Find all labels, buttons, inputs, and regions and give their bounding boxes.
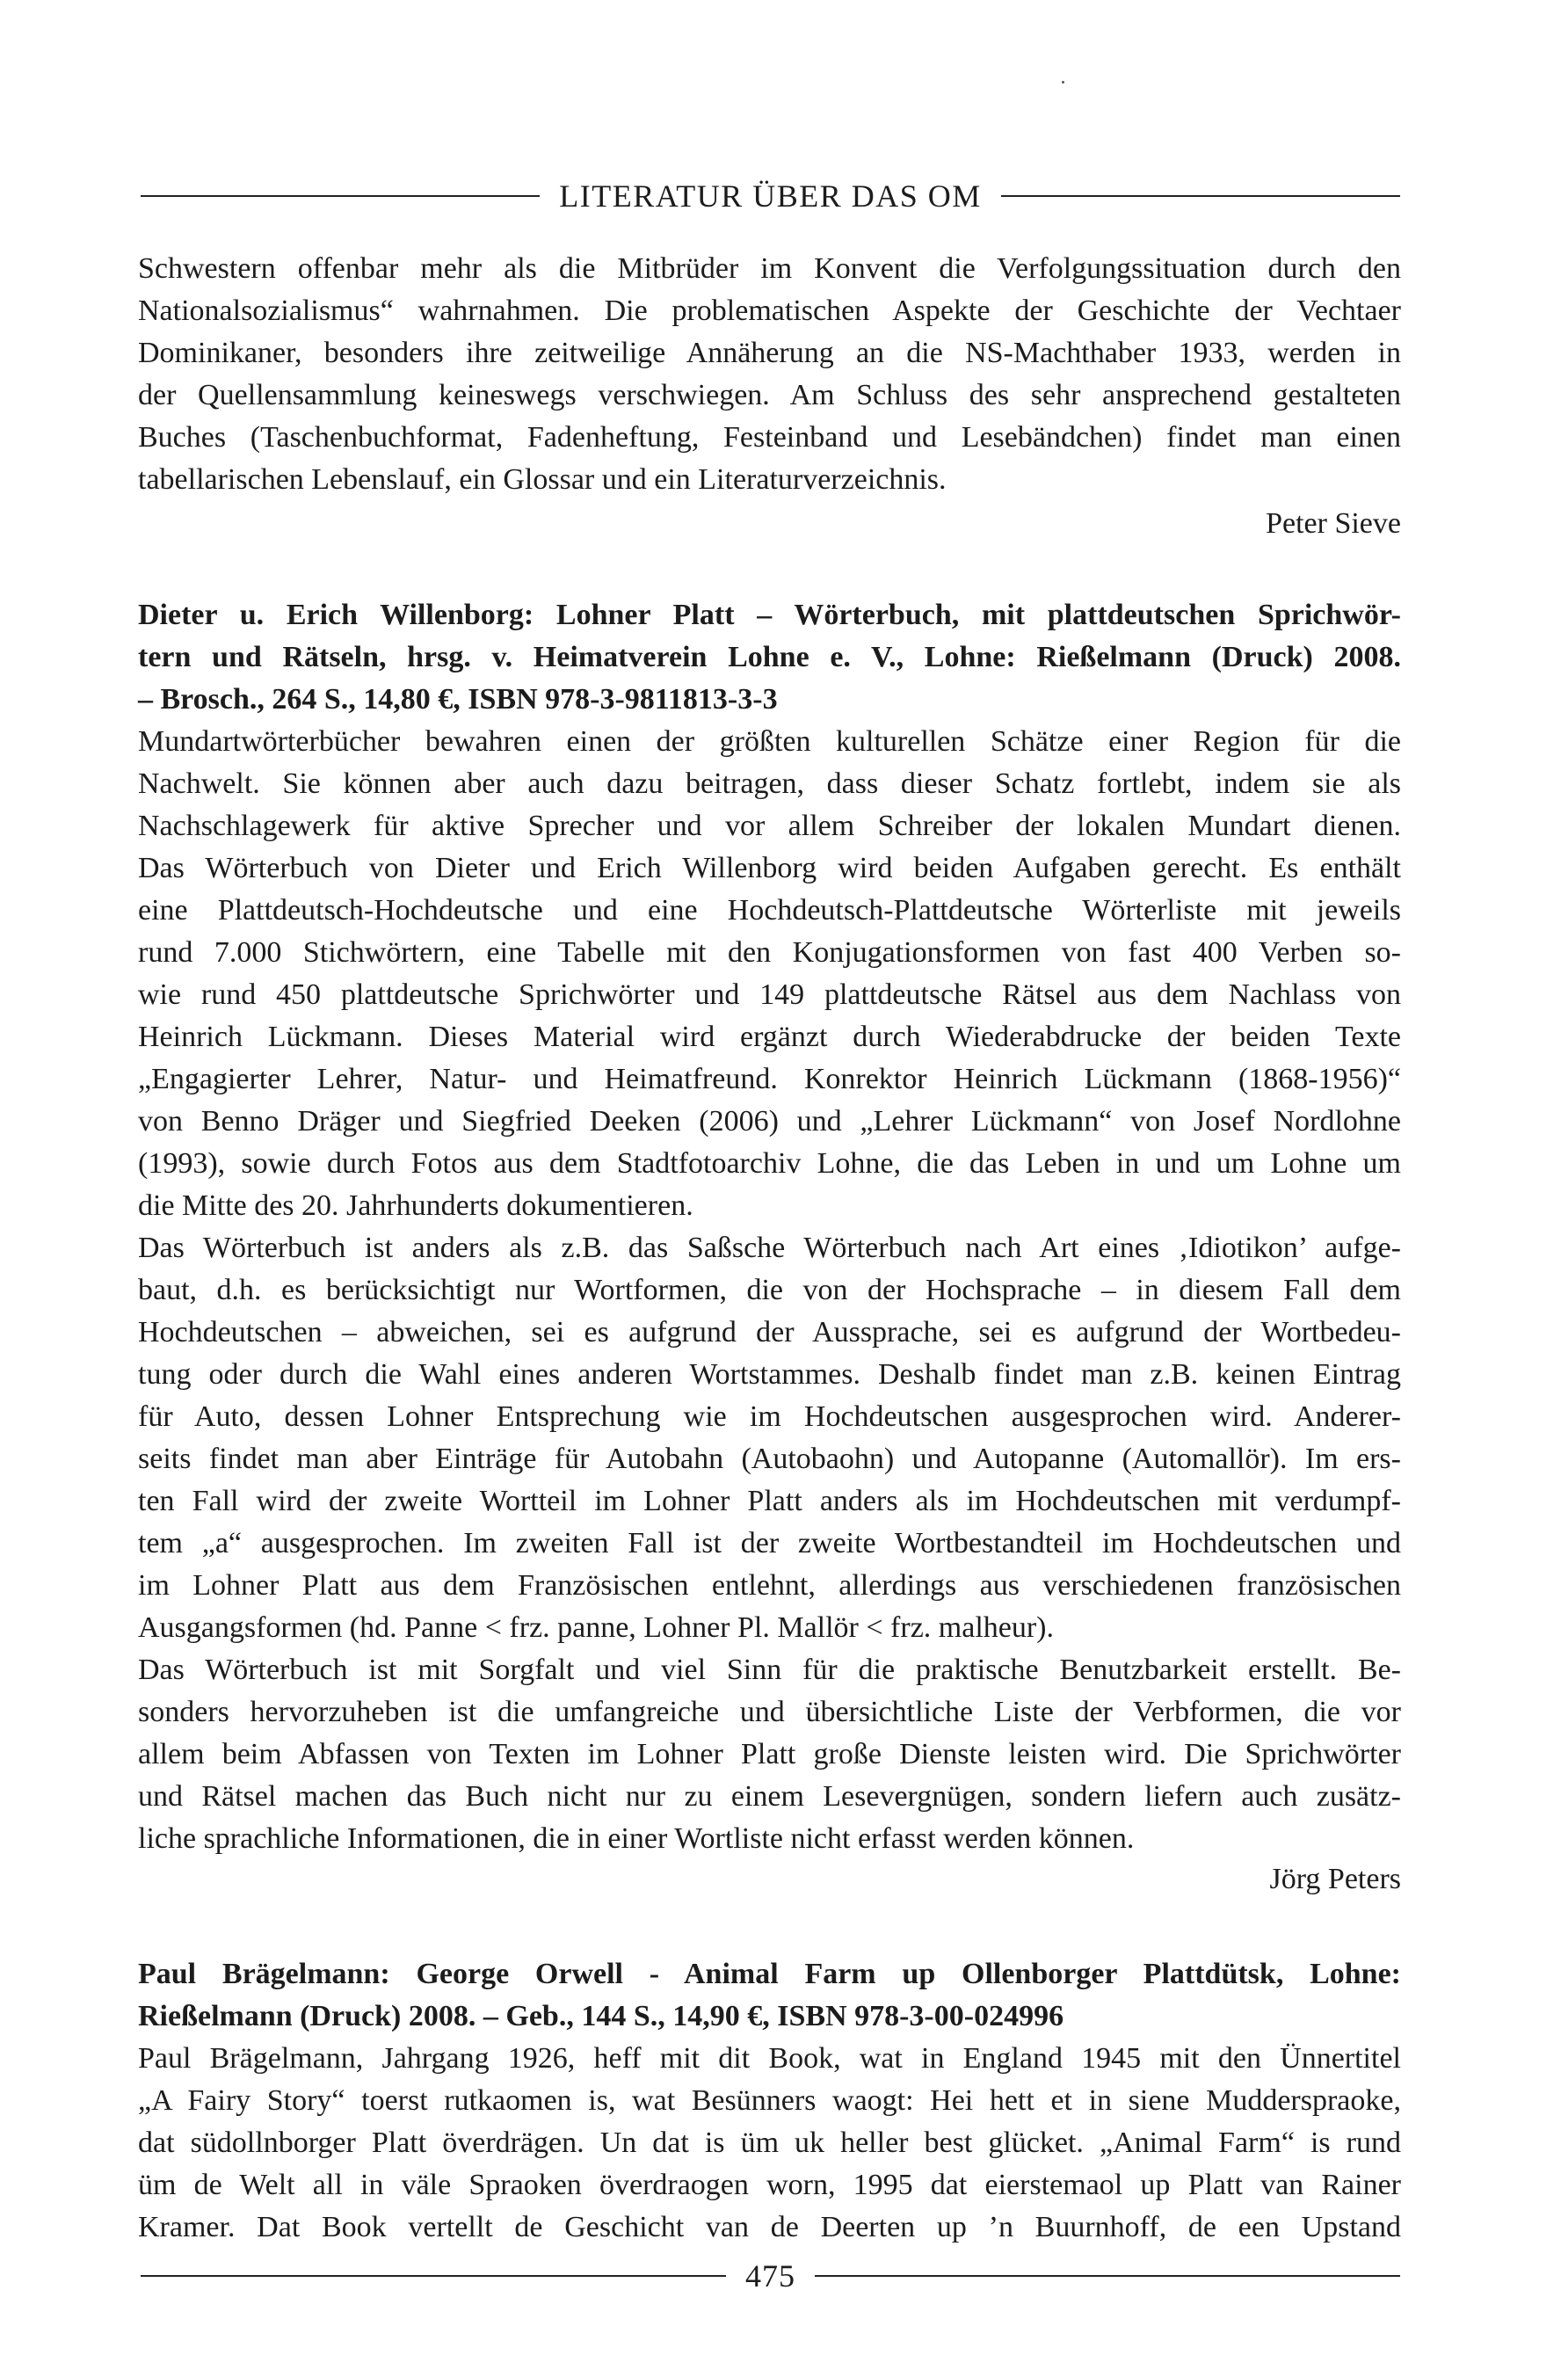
review-body-line: Nachschlagewerk für aktive Sprecher und vor allem Schreiber der lokalen Mundart dienen. xyxy=(138,810,1401,842)
review-body-line: Kramer. Dat Book vertellt de Geschicht van de Deerten up ’n Buurnhoff, de een Upstand xyxy=(138,2211,1401,2243)
review-body-line: Heinrich Lückmann. Dieses Material wird ergänzt durch Wiederabdrucke der beiden Texte xyxy=(138,1021,1401,1053)
review-body-line: ten Fall wird der zweite Wortteil im Lohner Platt anders als im Hochdeutschen mit verdumpf- xyxy=(138,1485,1401,1517)
review-body-line: Nachwelt. Sie können aber auch dazu beitragen, dass dieser Schatz fortlebt, indem sie als xyxy=(138,767,1401,800)
review-body-line: (1993), sowie durch Fotos aus dem Stadtfotoarchiv Lohne, die das Leben in und um Lohne um xyxy=(138,1147,1401,1180)
review-body-line: tem „a“ ausgesprochen. Im zweiten Fall ist der zweite Wortbestandteil im Hochdeutschen und xyxy=(138,1527,1401,1559)
review-body-line: von Benno Dräger und Siegfried Deeken (2006) und „Lehrer Lückmann“ von Josef Nordlohne xyxy=(138,1105,1401,1138)
review-body-line: seits findet man aber Einträge für Autobahn (Autobaohn) und Autopanne (Automallör). Im ers- xyxy=(138,1443,1401,1475)
review-body-line: Das Wörterbuch ist anders als z.B. das Saßsche Wörterbuch nach Art eines ‚Idiotikon’ aufge- xyxy=(138,1232,1401,1264)
review-body-line: Ausgangsformen (hd. Panne < frz. panne, Lohner Pl. Mallör < frz. malheur). xyxy=(138,1611,1054,1644)
scan-speck xyxy=(1062,81,1064,84)
intro-line: Nationalsozialismus“ wahrnahmen. Die problematischen Aspekte der Geschichte der Vechtaer xyxy=(138,294,1401,327)
intro-line: Buches (Taschenbuchformat, Fadenheftung, Festeinband und Lesebändchen) findet man einen xyxy=(138,421,1401,454)
page-number: 475 xyxy=(745,2258,795,2294)
page-footer xyxy=(141,2254,1400,2298)
review-body-line: wie rund 450 plattdeutsche Sprichwörter und 149 plattdeutsche Rätsel aus dem Nachlass von xyxy=(138,978,1401,1011)
review-body-line: liche sprachliche Informationen, die in einer Wortliste nicht erfasst werden können. xyxy=(138,1822,1135,1855)
review-title-line: Rießelmann (Druck) 2008. – Geb., 144 S., 14,90 €, ISBN 978-3-00-024996 xyxy=(138,2000,1064,2032)
review-body-line: rund 7.000 Stichwörtern, eine Tabelle mit den Konjugationsformen von fast 400 Verben so- xyxy=(138,936,1401,969)
review-title-line: Dieter u. Erich Willenborg: Lohner Platt – Wörterbuch, mit plattdeutschen Sprichwör- xyxy=(138,599,1401,631)
review-body-line: und Rätsel machen das Buch nicht nur zu einem Lesevergnügen, sondern liefern auch zusätz- xyxy=(138,1780,1401,1813)
header-rule-left xyxy=(141,195,540,197)
review-body-line: allem beim Abfassen von Texten im Lohner Platt große Dienste leisten wird. Die Sprichwörter xyxy=(138,1738,1401,1770)
review-body-line: dat südollnborger Platt överdrägen. Un dat is üm uk heller best glücket. „Animal Farm“ is rund xyxy=(138,2126,1401,2159)
review-body-line: baut, d.h. es berücksichtigt nur Wortformen, die von der Hochsprache – in diesem Fall dem xyxy=(138,1274,1401,1306)
intro-line: Dominikaner, besonders ihre zeitweilige Annäherung an die NS-Machthaber 1933, werden in xyxy=(138,337,1401,369)
review-body-line: Das Wörterbuch von Dieter und Erich Willenborg wird beiden Aufgaben gerecht. Es enthält xyxy=(138,852,1401,884)
review-body-line: tung oder durch die Wahl eines anderen Wortstammes. Deshalb findet man z.B. keinen Eintrag xyxy=(138,1358,1401,1391)
review-body-line: Paul Brägelmann, Jahrgang 1926, heff mit dit Book, wat in England 1945 mit den Ünnertitel xyxy=(138,2042,1401,2075)
review-body-line: eine Plattdeutsch-Hochdeutsche und eine Hochdeutsch-Plattdeutsche Wörterliste mit jeweils xyxy=(138,894,1401,927)
review-title-line: Paul Brägelmann: George Orwell - Animal Farm up Ollenborger Plattdütsk, Lohne: xyxy=(138,1958,1401,1990)
reviewer-signature: Jörg Peters xyxy=(1269,1863,1401,1895)
review-body-line: Mundartwörterbücher bewahren einen der größten kulturellen Schätze einer Region für die xyxy=(138,725,1401,758)
footer-rule-right xyxy=(815,2275,1400,2277)
review-body-line: sonders hervorzuheben ist die umfangreiche und übersichtliche Liste der Verbformen, die vor xyxy=(138,1696,1401,1728)
review-body-line: im Lohner Platt aus dem Französischen entlehnt, allerdings aus verschiedenen französischen xyxy=(138,1569,1401,1602)
header-rule-right xyxy=(1001,195,1400,197)
intro-line: Schwestern offenbar mehr als die Mitbrüder im Konvent die Verfolgungssituation durch den xyxy=(138,252,1401,285)
review-body-line: Hochdeutschen – abweichen, sei es aufgrund der Aussprache, sei es aufgrund der Wortbedeu- xyxy=(138,1316,1401,1349)
footer-rule-left xyxy=(141,2275,726,2277)
review-body-line: Das Wörterbuch ist mit Sorgfalt und viel Sinn für die praktische Benutzbarkeit erstellt. Be- xyxy=(138,1654,1401,1686)
review-body-line: „A Fairy Story“ toerst rutkaomen is, wat Besünners waogt: Hei hett et in siene Mudderspraoke, xyxy=(138,2084,1401,2117)
intro-line: der Quellensammlung keineswegs verschwiegen. Am Schluss des sehr ansprechend gestalteten xyxy=(138,379,1401,411)
review-body-line: „Engagierter Lehrer, Natur- und Heimatfreund. Konrektor Heinrich Lückmann (1868-1956)“ xyxy=(138,1063,1401,1095)
review-body-line: für Auto, dessen Lohner Entsprechung wie im Hochdeutschen ausgesprochen wird. Anderer- xyxy=(138,1400,1401,1433)
intro-line: tabellarischen Lebenslauf, ein Glossar und ein Literaturverzeichnis. xyxy=(138,463,947,496)
review-body-line: die Mitte des 20. Jahrhunderts dokumentieren. xyxy=(138,1189,693,1222)
reviewer-signature: Peter Sieve xyxy=(1266,507,1401,540)
review-title-line: – Brosch., 264 S., 14,80 €, ISBN 978-3-9811813-3-3 xyxy=(138,683,778,716)
header-title: LITERATUR ÜBER DAS OM xyxy=(559,178,982,214)
review-title-line: tern und Rätseln, hrsg. v. Heimatverein Lohne e. V., Lohne: Rießelmann (Druck) 2008. xyxy=(138,641,1401,673)
review-body-line: üm de Welt all in väle Spraoken överdraogen worn, 1995 dat eierstemaol up Platt van Rainer xyxy=(138,2169,1401,2201)
running-header xyxy=(141,174,1400,218)
